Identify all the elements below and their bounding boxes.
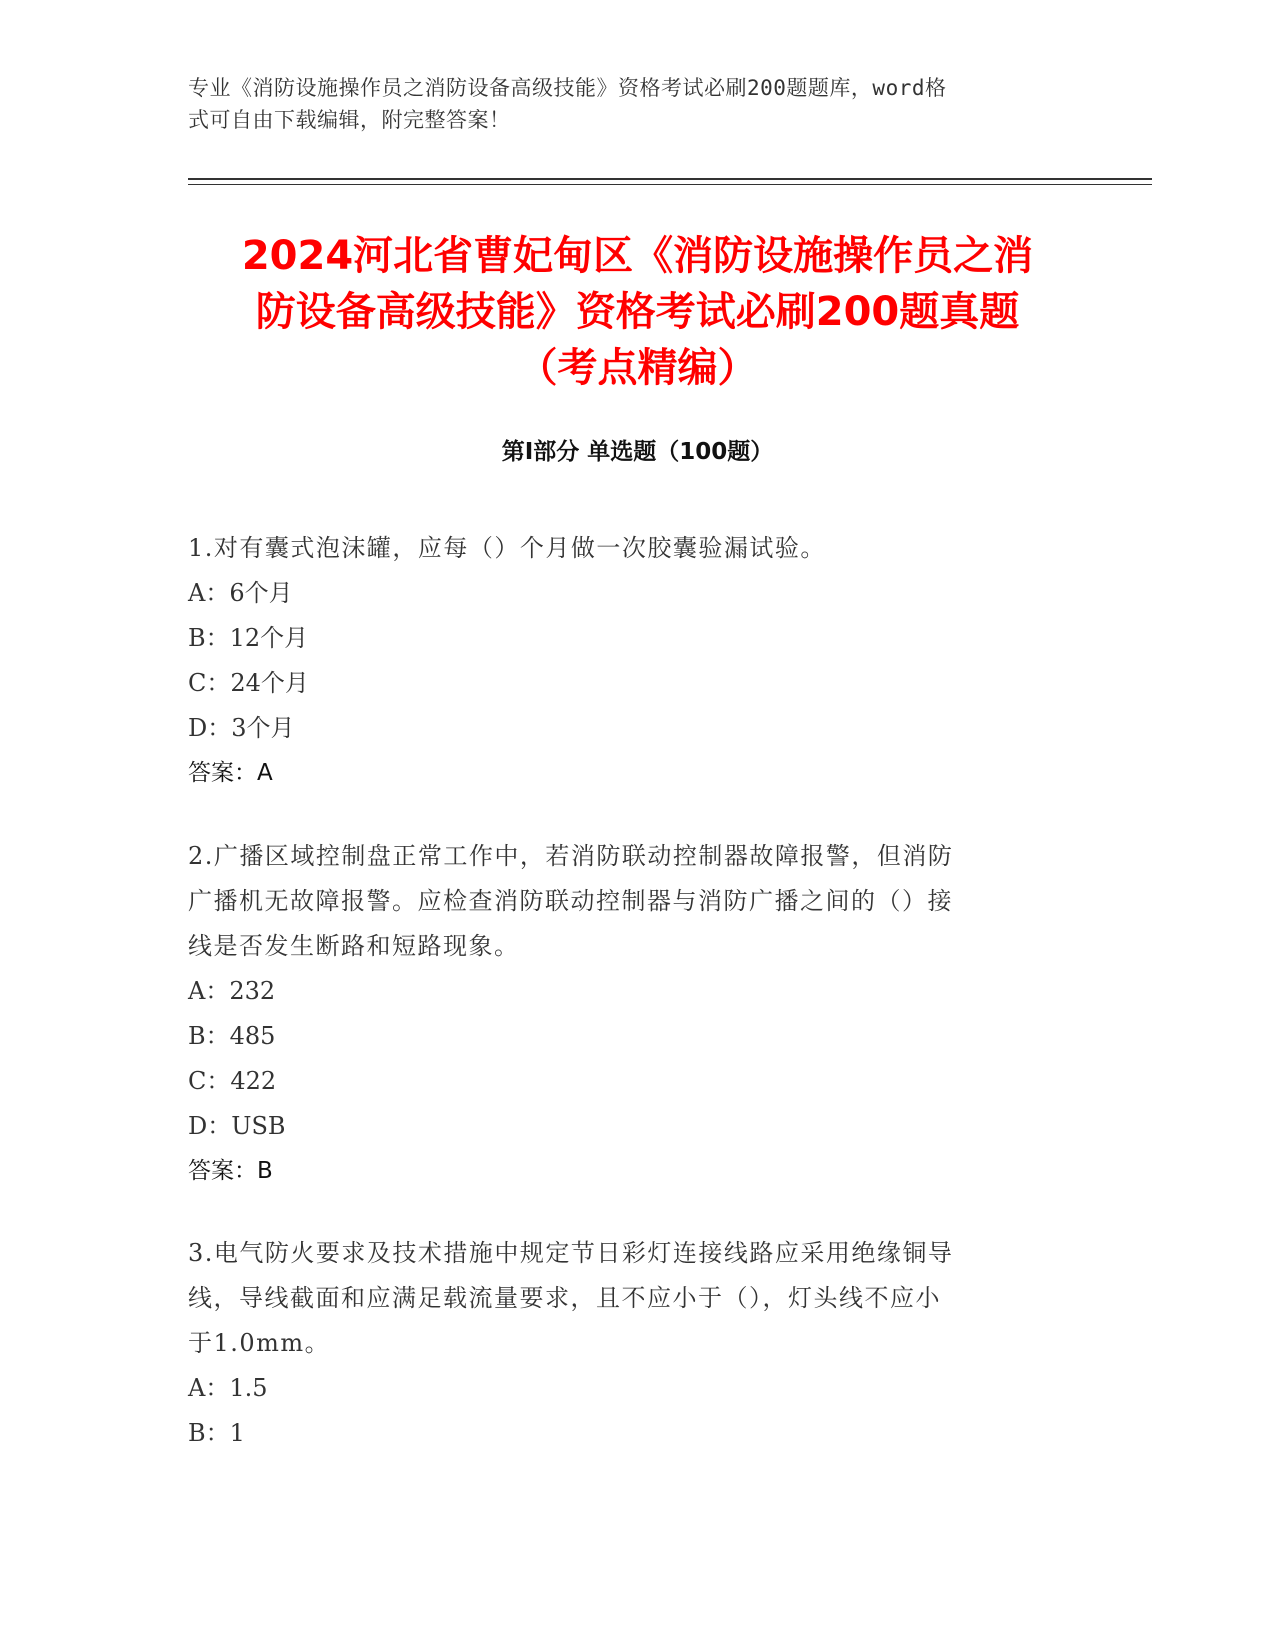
question-text-line-3: 线是否发生断路和短路现象。 <box>188 932 520 960</box>
question-text-line-2: 线，导线截面和应满足载流量要求，且不应小于（），灯头线不应小 <box>188 1284 941 1312</box>
option-a: A：1.5 <box>188 1374 268 1402</box>
header-divider-thick <box>188 178 1152 180</box>
document-title <box>150 228 1125 396</box>
question-text-line-1: 3.电气防火要求及技术措施中规定节日彩灯连接线路应采用绝缘铜导 <box>188 1239 954 1267</box>
question-text-line-3: 于1.0mm。 <box>188 1329 331 1357</box>
header-divider-thin <box>188 184 1152 185</box>
header-note <box>188 72 1068 136</box>
question-text-line-1: 2.广播区域控制盘正常工作中，若消防联动控制器故障报警，但消防 <box>188 842 954 870</box>
question-text-line-2: 广播机无故障报警。应检查消防联动控制器与消防广播之间的（）接 <box>188 887 953 915</box>
option-a: A：232 <box>188 977 276 1005</box>
option-b: B：1 <box>188 1419 245 1447</box>
option-a: A：6个月 <box>188 579 293 607</box>
question-text: 1.对有囊式泡沫罐，应每（）个月做一次胶囊验漏试验。 <box>188 534 826 562</box>
option-d: D：3个月 <box>188 714 295 742</box>
question-3 <box>188 1231 1068 1456</box>
document-title-line-3: （考点精编） <box>517 345 758 391</box>
document-title-line-2: 防设备高级技能》资格考试必刷200题真题 <box>255 289 1020 335</box>
answer: 答案：A <box>188 760 273 786</box>
option-b: B：12个月 <box>188 624 309 652</box>
option-b: B：485 <box>188 1022 276 1050</box>
document-title-line-1: 2024河北省曹妃甸区《消防设施操作员之消 <box>241 233 1034 279</box>
question-1 <box>188 526 1068 796</box>
option-c: C：422 <box>188 1067 277 1095</box>
header-note-line-1: 专业《消防设施操作员之消防设备高级技能》资格考试必刷200题题库，word格 <box>188 76 947 100</box>
section-heading: 第Ⅰ部分 单选题（100题） <box>501 439 774 465</box>
question-2 <box>188 834 1068 1194</box>
answer: 答案：B <box>188 1158 273 1184</box>
option-d: D：USB <box>188 1112 286 1140</box>
option-c: C：24个月 <box>188 669 309 697</box>
header-note-line-2: 式可自由下载编辑，附完整答案！ <box>188 108 511 132</box>
